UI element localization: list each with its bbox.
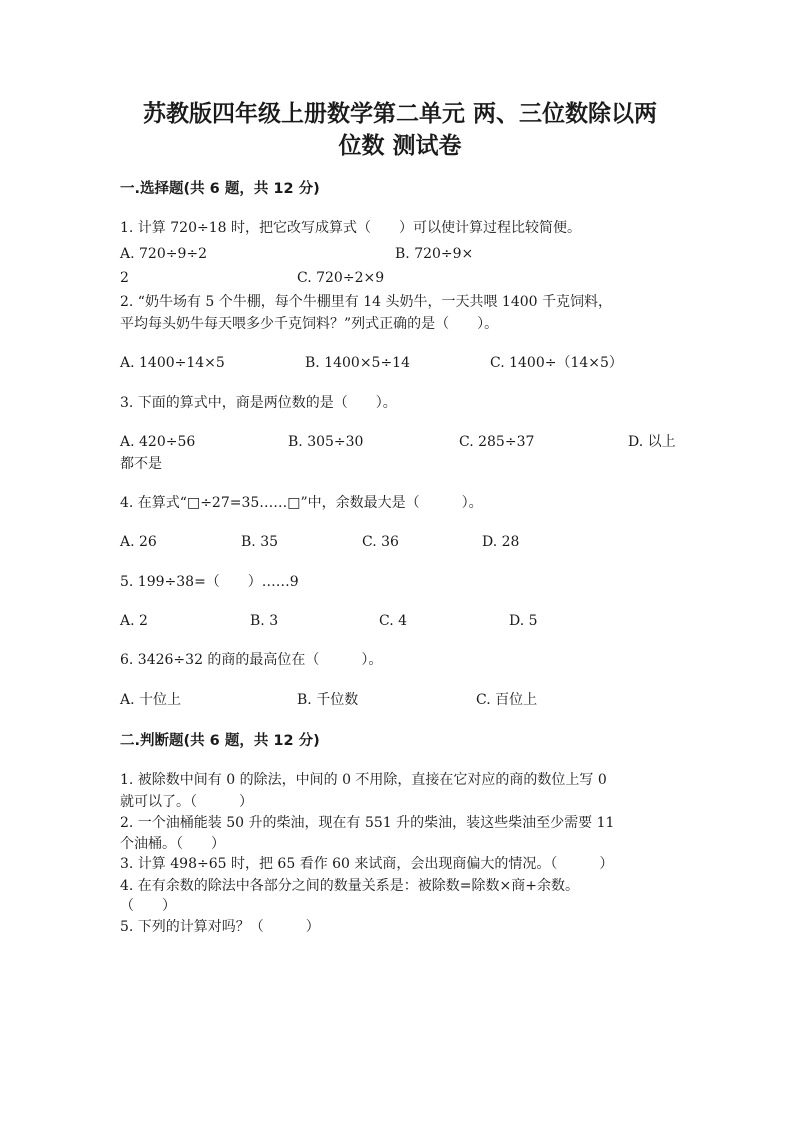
title-line-2: 位数 测试卷 <box>338 133 462 159</box>
question-1-option-c: C. 720÷2×9 <box>297 270 385 286</box>
question-2-text-2: 平均每头奶牛每天喂多少千克饲料？”列式正确的是（ ）。 <box>120 316 499 332</box>
judgement-1-line-2: 就可以了。（ ） <box>120 794 253 810</box>
question-2-option-a: A. 1400÷14×5 <box>120 355 225 371</box>
question-5-text: 5. 199÷38=（ ）……9 <box>120 574 299 590</box>
judgement-2-line-1: 2. 一个油桶能装 50 升的柴油，现在有 551 升的柴油，装这些柴油至少需要 11 <box>120 815 615 831</box>
question-3-option-a: A. 420÷56 <box>120 434 196 450</box>
judgement-3: 3. 计算 498÷65 时，把 65 看作 60 来试商，会出现商偏大的情况。（ ） <box>120 856 614 872</box>
judgement-4-line-2: （ ） <box>120 898 176 914</box>
question-4-option-a: A. 26 <box>120 534 157 550</box>
question-5-option-c: C. 4 <box>379 613 408 629</box>
question-3-option-d: D. 以上 <box>628 434 676 450</box>
question-3-option-b: B. 305÷30 <box>288 434 364 450</box>
question-4-option-c: C. 36 <box>362 534 399 550</box>
section-heading-choice: 一.选择题(共 6 题，共 12 分) <box>120 181 320 197</box>
question-3-option-c: C. 285÷37 <box>459 434 535 450</box>
question-3-option-d-cont: 都不是 <box>120 456 162 472</box>
question-1-option-b: B. 720÷9× <box>395 246 474 262</box>
question-3-text: 3. 下面的算式中，商是两位数的是（ ）。 <box>120 395 397 411</box>
question-5-option-b: B. 3 <box>250 613 279 629</box>
judgement-5: 5. 下列的计算对吗？（ ） <box>120 919 320 935</box>
question-1-option-b-cont: 2 <box>120 270 129 286</box>
question-4-option-b: B. 35 <box>241 534 279 550</box>
title-line-1: 苏教版四年级上册数学第二单元 两、三位数除以两 <box>142 101 657 127</box>
section-heading-judgement: 二.判断题(共 6 题，共 12 分) <box>120 733 320 749</box>
question-5-option-a: A. 2 <box>120 613 148 629</box>
question-6-option-a: A. 十位上 <box>120 692 182 708</box>
question-1-option-a: A. 720÷9÷2 <box>120 246 208 262</box>
question-6-text: 6. 3426÷32 的商的最高位在（ ）。 <box>120 652 383 668</box>
question-5-option-d: D. 5 <box>509 613 538 629</box>
question-6-option-b: B. 千位数 <box>297 692 359 708</box>
question-6-option-c: C. 百位上 <box>476 692 538 708</box>
question-4-option-d: D. 28 <box>482 534 520 550</box>
question-2-option-c: C. 1400÷（14×5） <box>490 355 623 371</box>
question-1-text: 1. 计算 720÷18 时，把它改写成算式（ ）可以使计算过程比较简便。 <box>120 220 581 236</box>
question-2-text-1: 2. “奶牛场有 5 个牛棚，每个牛棚里有 14 头奶牛，一天共喂 1400 千克饲料， <box>120 294 613 310</box>
judgement-2-line-2: 个油桶。（ ） <box>120 836 225 852</box>
question-2-option-b: B. 1400×5÷14 <box>305 355 410 371</box>
question-4-text: 4. 在算式“□÷27=35……□”中，余数最大是（ ）。 <box>120 495 483 511</box>
judgement-4-line-1: 4. 在有余数的除法中各部分之间的数量关系是：被除数=除数×商+余数。 <box>120 878 579 894</box>
judgement-1-line-1: 1. 被除数中间有 0 的除法，中间的 0 不用除，直接在它对应的商的数位上写 0 <box>120 772 607 788</box>
